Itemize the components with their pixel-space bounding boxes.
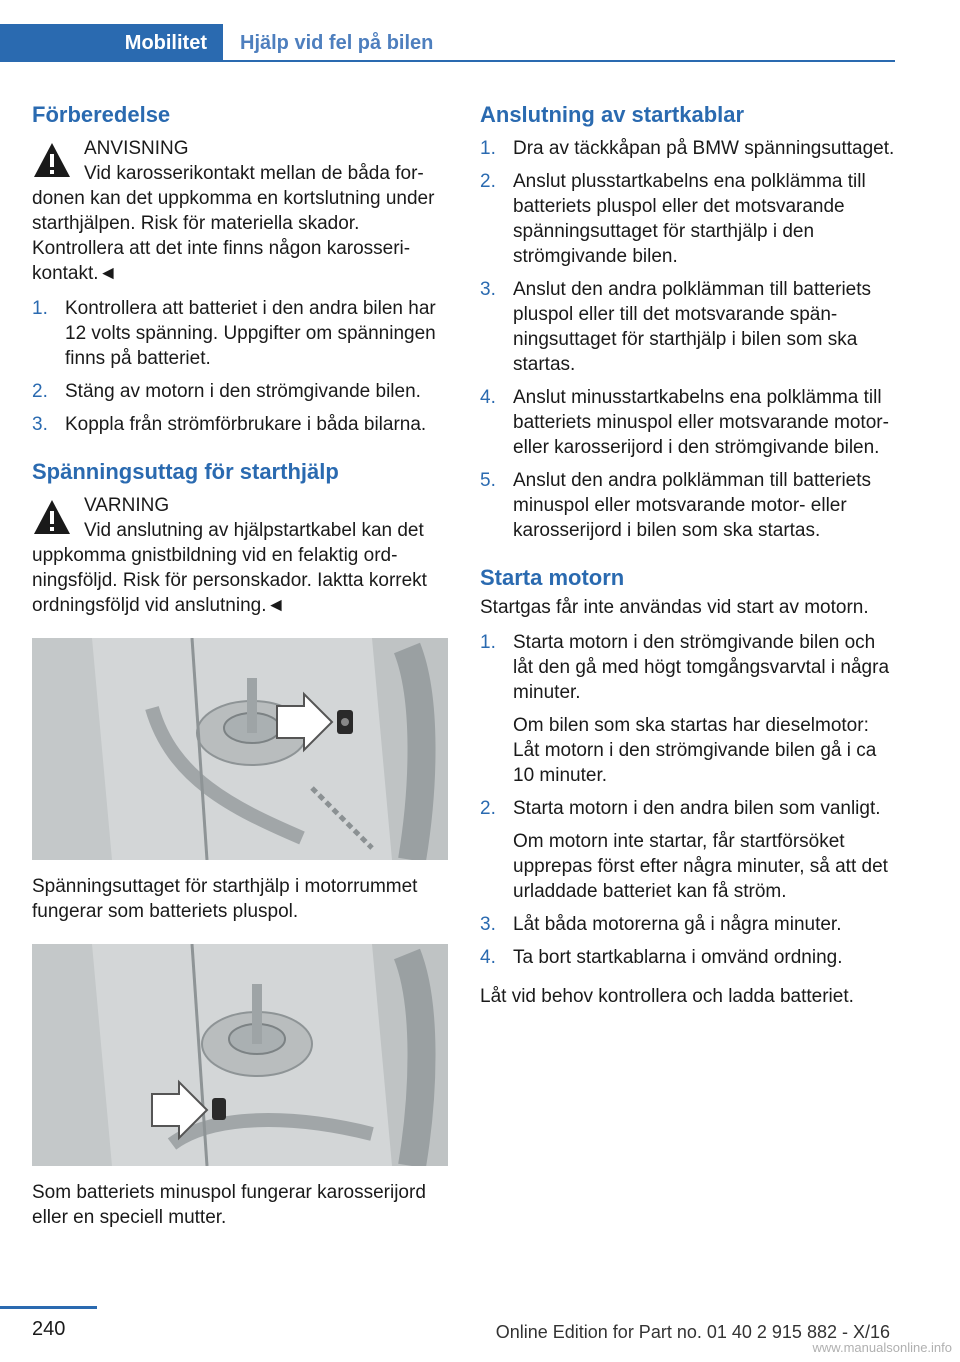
step-text: Kontrollera att batteriet i den andra bilen har 12 volts spänning. Uppgifter om spänningen finns på batteriet. xyxy=(65,298,436,369)
notice-label: ANVISNING xyxy=(84,138,189,159)
step-number: 2. xyxy=(32,381,48,402)
section-title-preparation: Förberedelse xyxy=(32,102,171,127)
tab-help[interactable]: Hjälp vid fel på bilen xyxy=(240,32,434,54)
step-number: 3. xyxy=(480,914,496,935)
list-item xyxy=(480,468,896,543)
list-item xyxy=(480,945,896,970)
step-text: Stäng av motorn i den strömgivande bilen. xyxy=(65,381,421,402)
warning-triangle-icon xyxy=(32,497,72,537)
start-engine-intro: Startgas får inte användas vid start av motorn. xyxy=(480,597,869,618)
tab-mobilitet[interactable]: Mobilitet xyxy=(0,24,223,62)
list-item xyxy=(32,412,448,437)
step-note: Om bilen som ska startas har dieselmotor: Låt motorn i den strömgivande bilen gå i ca 10 minuter. xyxy=(513,715,877,786)
step-number: 2. xyxy=(480,171,496,192)
step-number: 1. xyxy=(480,632,496,653)
notice-text: Vid karosserikontakt mellan de båda fordonen kan det uppkomma en kortslutning under starthjälpen. Risk för materiella skador. Kontrollera att det inte finns någon karosserikontakt.◄ xyxy=(32,163,435,284)
footer-accent-line xyxy=(0,1306,97,1309)
section-title-jump-terminal: Spänningsuttag för starthjälp xyxy=(32,459,339,484)
warning-box xyxy=(32,493,448,618)
warning-label: VARNING xyxy=(84,495,170,516)
step-text: Starta motorn i den andra bilen som vanligt. xyxy=(513,798,881,819)
step-text: Dra av täckkåpan på BMW spänningsuttaget. xyxy=(513,138,895,159)
step-note: Om motorn inte startar, får startförsöket upprepas först efter några minuter, så att det urladdade batteriet kan få ström. xyxy=(513,831,888,902)
list-item xyxy=(480,912,896,937)
engine-bay-ground-point-image xyxy=(32,944,448,1166)
list-item xyxy=(480,136,896,161)
step-text: Anslut minusstartkabelns ena polklämma till batteriets minuspol eller motsvarande motor- eller karosserijord i den strömgivande bilen. xyxy=(513,387,889,458)
section-title-start-engine: Starta motorn xyxy=(480,565,625,590)
warning-triangle-icon xyxy=(32,140,72,180)
page-number: 240 xyxy=(32,1318,66,1340)
list-item xyxy=(480,385,896,460)
figure-caption-positive: Spänningsuttaget för starthjälp i motorrummet fungerar som batteriets pluspol. xyxy=(32,876,418,922)
step-number: 5. xyxy=(480,470,496,491)
step-number: 4. xyxy=(480,947,496,968)
section-title-connect-cables: Anslutning av startkablar xyxy=(480,102,745,127)
step-number: 2. xyxy=(480,798,496,819)
list-item xyxy=(480,277,896,377)
header-tabbar xyxy=(0,24,895,62)
notice-box xyxy=(32,136,448,286)
step-text: Anslut den andra polklämman till batteriets pluspol eller till det motsvarande spänningsuttaget för starthjälp i bilen som ska startas. xyxy=(513,279,872,375)
figure-caption-negative: Som batteriets minuspol fungerar karosserijord eller en speciell mutter. xyxy=(32,1182,426,1228)
engine-bay-positive-terminal-image xyxy=(32,638,448,860)
edition-info: Online Edition for Part no. 01 40 2 915 882 - X/16 xyxy=(495,1322,890,1342)
warning-text: Vid anslutning av hjälpstartkabel kan det uppkomma gnistbildning vid en felaktig ordningsföljd. Risk för personskador. Iaktta korrekt ordningsföljd vid anslutning.◄ xyxy=(32,520,427,616)
step-text: Anslut den andra polklämman till batteriets minuspol eller motsvarande motor- eller karosserijord i bilen som ska startas. xyxy=(513,470,872,541)
step-number: 1. xyxy=(480,138,496,159)
step-text: Låt båda motorerna gå i några minuter. xyxy=(513,914,842,935)
start-engine-steps xyxy=(480,630,896,970)
connect-cables-steps xyxy=(480,136,896,543)
start-engine-outro: Låt vid behov kontrollera och ladda batteriet. xyxy=(480,986,854,1007)
right-column xyxy=(480,100,896,1009)
step-number: 4. xyxy=(480,387,496,408)
step-number: 1. xyxy=(32,298,48,319)
list-item xyxy=(480,630,896,788)
step-number: 3. xyxy=(480,279,496,300)
step-text: Koppla från strömförbrukare i båda bilarna. xyxy=(65,414,427,435)
step-text: Ta bort startkablarna i omvänd ordning. xyxy=(513,947,843,968)
left-column xyxy=(32,100,448,1240)
list-item xyxy=(32,379,448,404)
list-item xyxy=(480,796,896,904)
preparation-steps xyxy=(32,296,448,437)
step-number: 3. xyxy=(32,414,48,435)
step-text: Anslut plusstartkabelns ena polklämma till batteriets pluspol eller det motsvarande spänningsuttaget för starthjälp i den strömgivande bilen. xyxy=(513,171,866,267)
list-item xyxy=(480,169,896,269)
watermark: www.manualsonline.info xyxy=(812,1340,952,1355)
list-item xyxy=(32,296,448,371)
step-text: Starta motorn i den strömgivande bilen och låt den gå med högt tomgångsvarvtal i några minuter. xyxy=(513,632,890,703)
